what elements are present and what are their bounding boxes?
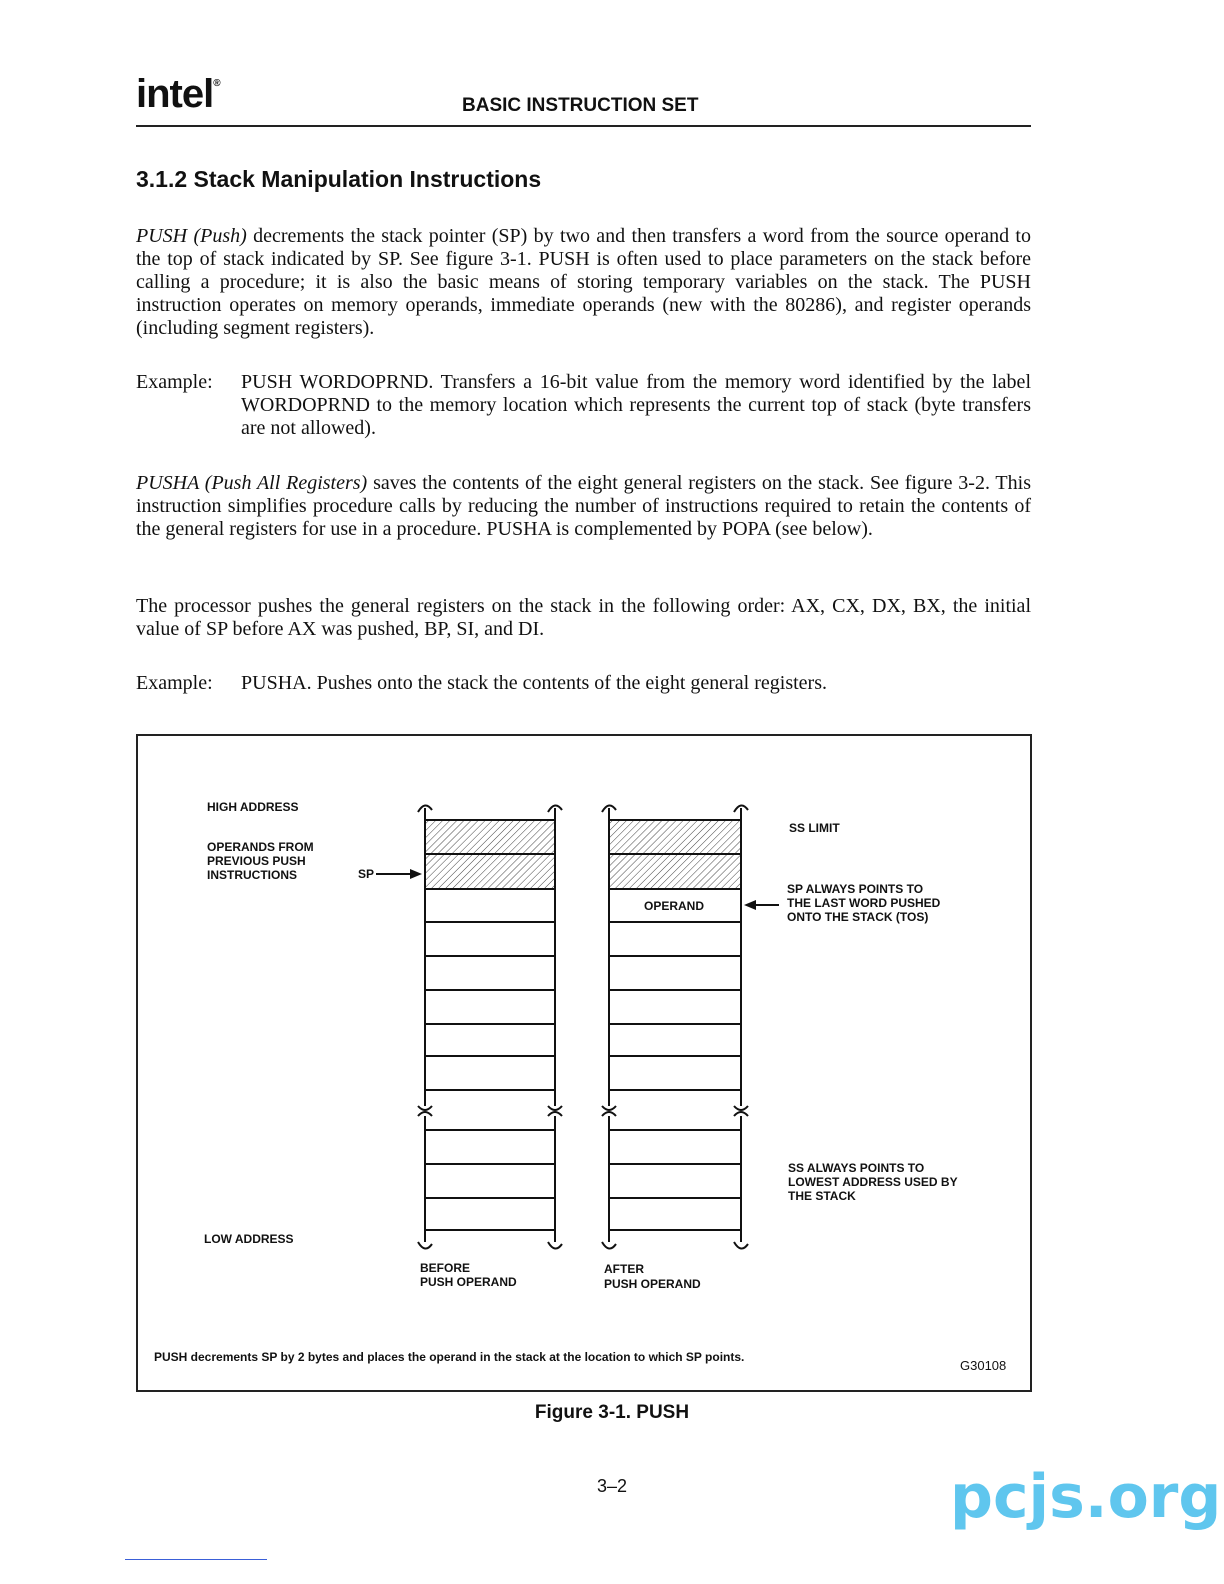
ss-note-line1: SS ALWAYS POINTS TO <box>788 1161 925 1175</box>
operand-label: OPERAND <box>644 899 705 913</box>
operands-label-line1: OPERANDS FROM <box>207 840 314 854</box>
ss-limit-label: SS LIMIT <box>789 821 840 835</box>
sp-note-line1: SP ALWAYS POINTS TO <box>787 882 924 896</box>
page-number: 3–2 <box>596 1476 628 1496</box>
push-paragraph <box>136 225 1031 340</box>
pusha-paragraph <box>136 472 1031 541</box>
high-address-label: HIGH ADDRESS <box>207 800 299 814</box>
push-body: decrements the stack pointer (SP) by two and then transfers a word from the source operand to the top of stack indicated by SP. See figure 3-1. PUSH is often used to place parameters on the stack before calling a procedure; it is also the basic means of storing temporary variables on the stack. The PUSH instruction operates on memory operands, immediate operands (new with the 80286), and register operands (including segment registers). <box>136 225 1031 339</box>
sp-note-line2: THE LAST WORD PUSHED <box>787 896 941 910</box>
ss-note-line2: LOWEST ADDRESS USED BY <box>788 1175 958 1189</box>
stack-before <box>418 805 562 1248</box>
sp-label: SP <box>358 867 375 881</box>
ss-note-line3: THE STACK <box>788 1189 856 1203</box>
intel-logo <box>136 72 220 117</box>
stack-after <box>602 805 748 1248</box>
pusha-term: PUSHA (Push All Registers) <box>136 472 368 494</box>
stack-diagram <box>138 736 1030 1390</box>
example-label: Example: <box>136 672 213 694</box>
operands-label-line3: INSTRUCTIONS <box>207 868 297 882</box>
operands-label-line2: PREVIOUS PUSH <box>207 854 306 868</box>
bottom-link-line <box>125 1559 267 1560</box>
sp-note-line3: ONTO THE STACK (TOS) <box>787 910 929 924</box>
figure-id: G30108 <box>960 1358 1007 1373</box>
example-text: PUSHA. Pushes onto the stack the contents of the eight general registers. <box>241 672 827 694</box>
after-label-line1: AFTER <box>604 1262 644 1276</box>
running-header: BASIC INSTRUCTION SET <box>462 95 699 116</box>
example-label: Example: <box>136 371 213 393</box>
after-label-line2: PUSH OPERAND <box>604 1277 701 1291</box>
low-address-label: LOW ADDRESS <box>204 1232 294 1246</box>
sp-arrow <box>376 869 422 879</box>
figure-footnote: PUSH decrements SP by 2 bytes and places the operand in the stack at the location to which SP points. <box>154 1350 745 1364</box>
logo-text: intel <box>136 72 214 116</box>
before-label-line2: PUSH OPERAND <box>420 1275 517 1289</box>
tos-arrow <box>744 900 779 910</box>
pcjs-watermark: pcjs.org <box>950 1462 1222 1532</box>
example-pusha <box>136 672 1031 695</box>
registered-mark: ® <box>213 78 220 89</box>
example-text: PUSH WORDOPRND. Transfers a 16-bit value from the memory word identified by the label WORDOPRND to the memory location which represents the current top of stack (byte transfers are not allowed). <box>241 371 1031 439</box>
push-term: PUSH (Push) <box>136 225 247 247</box>
push-order-paragraph: The processor pushes the general registers on the stack in the following order: AX, CX, DX, BX, the initial value of SP before AX was pushed, BP, SI, and DI. <box>136 595 1031 640</box>
figure-3-1 <box>136 734 1032 1392</box>
example-push <box>136 371 1031 440</box>
figure-caption: Figure 3-1. PUSH <box>534 1402 690 1423</box>
header-rule <box>136 125 1031 127</box>
pusha-body: saves the contents of the eight general registers on the stack. See figure 3-2. This instruction simplifies procedure calls by reducing the number of instructions required to retain the contents of the general registers for use in a procedure. PUSHA is complemented by POPA (see below). <box>136 472 1031 540</box>
before-label-line1: BEFORE <box>420 1261 471 1275</box>
section-title: 3.1.2 Stack Manipulation Instructions <box>136 166 542 192</box>
